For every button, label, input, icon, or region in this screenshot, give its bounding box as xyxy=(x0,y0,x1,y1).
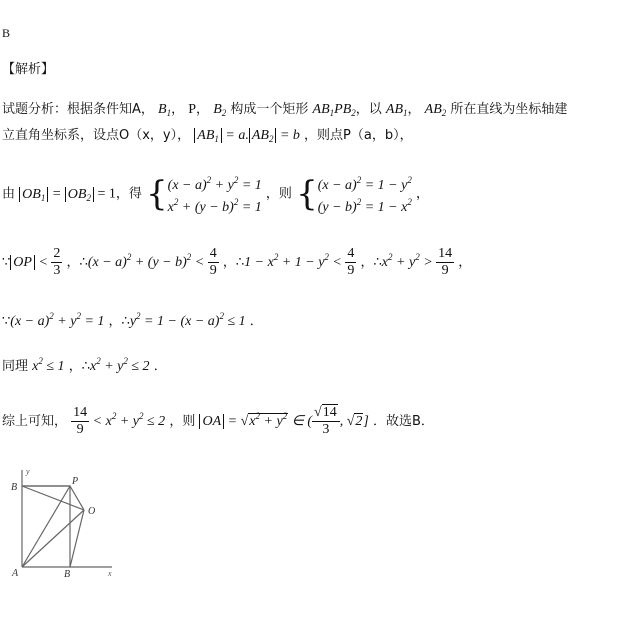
fraction-sqrt14-3: $\frac{√14}{3}$ xyxy=(312,405,340,438)
line3-de: ，得 xyxy=(115,186,142,202)
figure-label-o: O xyxy=(88,506,96,517)
segment-b2-o xyxy=(22,486,84,510)
point-b2: $B_2$ xyxy=(213,102,227,118)
left-brace-2: { xyxy=(296,174,318,214)
because-sign-2: ∵ xyxy=(2,314,11,329)
system-2: $(x - a)^2 = 1 - y^2$ $(y - b)^2 = 1 - x^2$ xyxy=(317,175,412,215)
therefore-1: ∴ xyxy=(79,255,88,270)
line1-suffix: 所在直线为坐标轴建 xyxy=(450,102,568,117)
fraction-14-9: $\frac{14}{9}$ xyxy=(438,246,453,278)
analysis-line-1: 试题分析：根据条件知A， $B_1$， P， $B_2$ 构成一个矩形 $AB_1PB_2$，以 $AB_1$， $AB_2$ 所在直线为坐标轴建 xyxy=(2,102,568,118)
line3-you: 由 xyxy=(2,186,16,202)
op-norm: OP < xyxy=(10,255,51,270)
line1-mid: 构成一个矩形 xyxy=(230,102,309,117)
therefore-5: ∴ xyxy=(81,359,90,374)
because-sign: ∵ xyxy=(2,255,11,270)
ineq-2: $1 - x^2 + 1 - y^2$ < xyxy=(244,252,346,270)
left-brace-1: { xyxy=(146,174,168,214)
line3-ze: ，则 xyxy=(265,186,292,202)
fraction-14-9-b: $\frac{14}{9}$ xyxy=(73,405,88,437)
segment-p-o xyxy=(70,486,84,510)
analysis-line-4: ∵ OP < $\frac{2}{3}$ ，∴(x − $a)^2 + (y - b)^2$ < $\frac{4}{9}$ ，∴1 − $x^2 + 1 - y^2$ < $\frac{4}{9}$ ，$\therefore x^2 + y^2$ > $\frac{14}{9}$ ， xyxy=(2,246,472,278)
analysis-line-3: 由 $OB_1 = OB_2 = 1$，得 { $(x - a)^2 + y^2 = 1$ $x^2 + (y - b)^2 = 1$ ，则 { $(x - a)^2 = 1 - y^2$ $(y - b)^2 = 1 - x^2$ ， xyxy=(2,174,429,215)
point-p: P xyxy=(188,102,197,117)
figure-label-b2: B xyxy=(11,482,18,493)
figure-label-x: x xyxy=(108,569,112,578)
analysis-line-2 xyxy=(2,124,413,144)
fraction-4-9-a: $\frac{4}{9}$ xyxy=(209,246,217,278)
tongli-label: 同理 xyxy=(2,359,29,374)
line8-ze: ，则 xyxy=(169,414,196,429)
answer-label: B xyxy=(2,26,11,40)
therefore-2: ∴ xyxy=(235,255,245,270)
fraction-4-9-b: $\frac{4}{9}$ xyxy=(347,246,355,278)
section-title: 【解析】 xyxy=(2,62,55,77)
figure-label-b1: B xyxy=(64,569,71,580)
oa-norm-eq: OA = $√x^2 + y^2$ ∈ ( xyxy=(199,413,312,429)
therefore-4: ∴ xyxy=(121,314,130,329)
eq-circle: $(x - a)^2 + y^2 = 1$ xyxy=(10,311,105,329)
ineq-3: $x^2 + y^2$ > xyxy=(381,252,437,270)
ineq-final: < $x^2 + y^2 \le 2$ xyxy=(89,411,166,429)
line2-then: ，则点P（a，b）， xyxy=(304,128,413,143)
ineq-sum: $x^2 + y^2 \le 2$ xyxy=(89,356,150,374)
ineq-y2: $y^2 = 1 - (x - a)^2 \le 1$ xyxy=(129,311,246,329)
ineq-x2: $x^2 \le 1$ xyxy=(32,356,65,374)
line2-prefix: 立直角坐标系，设点O（x，y）， xyxy=(2,128,191,143)
analysis-line-5: ∵(x − $a)^2 + y^2 = 1$ ，$\therefore y^2 = 1 - (x - a)^2 \le 1$ ． xyxy=(2,311,263,329)
analysis-line-6: 同理 $x^2 \le 1$ ，$\therefore x^2 + y^2 \le 2$ ． xyxy=(2,356,167,374)
zongshang-label: 综上可知， xyxy=(2,414,68,429)
therefore-3: ∴ xyxy=(373,255,382,270)
geometry-figure xyxy=(0,462,130,582)
segment-b1-o xyxy=(70,510,84,567)
segment-ab1: $AB_1$ xyxy=(385,102,408,118)
norm-ab1-eq: $AB_1 = a$. $AB_2 = b$ xyxy=(194,128,300,143)
point-b1: $B_1$ xyxy=(158,102,172,118)
segment-a-o xyxy=(22,510,84,567)
segment-ab2: $AB_2$ xyxy=(424,102,447,118)
ob-norm-eq: $OB_1 = OB_2 = 1$ xyxy=(19,187,116,202)
figure-label-y: y xyxy=(26,467,30,476)
interval-end: , √2] xyxy=(339,414,369,429)
figure-label-p: P xyxy=(72,476,79,487)
line1-comma-yi: ，以 xyxy=(355,102,382,117)
segment-a-p xyxy=(22,486,70,567)
ineq-1: $(x - a)^2 + (y - b)^2$ < xyxy=(87,252,208,270)
line1-prefix: 试题分析：根据条件知A， xyxy=(2,102,154,117)
rectangle-name: $AB_1PB_2$ xyxy=(312,102,356,118)
analysis-line-7 xyxy=(2,405,434,438)
fraction-2-3: $\frac{2}{3}$ xyxy=(53,246,61,278)
figure-label-a: A xyxy=(12,568,19,579)
line8-end: ．故选B． xyxy=(373,414,434,429)
system-1: $(x - a)^2 + y^2 = 1$ $x^2 + (y - b)^2 = 1$ xyxy=(167,175,262,215)
